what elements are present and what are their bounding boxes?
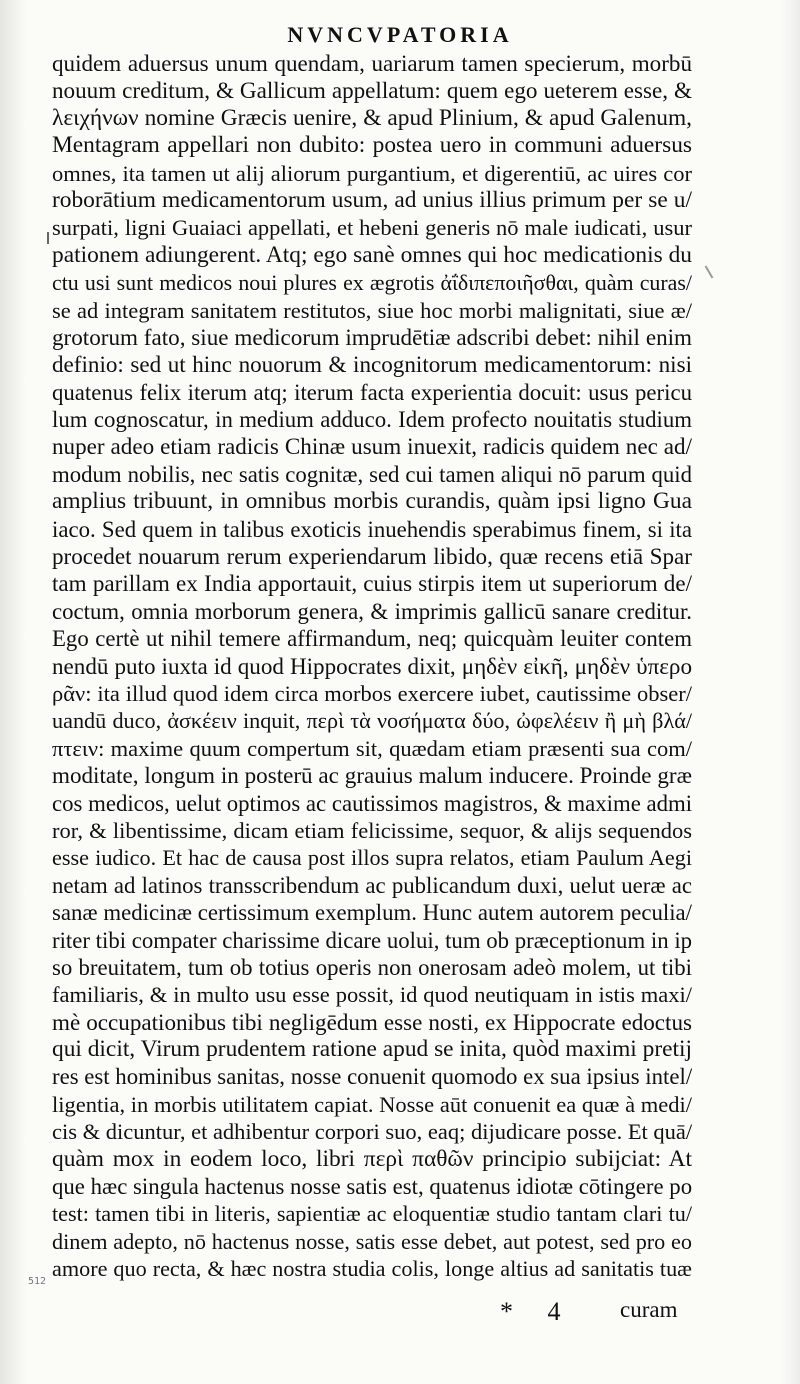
text-line: tam parillam ex India apportauit, cuius stirpis item ut superiorum de/ — [52, 570, 692, 597]
page-edge-left — [0, 0, 26, 1384]
text-line: ctu usi sunt medicos noui plures ex ægrotis ἀΐδιπεποιῆσθαι, quàm curas/ — [52, 270, 692, 296]
text-line: uandū duco, ἀσκέειν inquit, περὶ τὰ νοσήματα δύο, ὠφελέειν ἢ μὴ βλά/ — [52, 708, 692, 734]
text-line: quatenus felix iterum atq; iterum facta experientia docuit: usus pericu — [52, 379, 692, 405]
text-line: Mentagram appellari non dubito: postea uero in communi aduersus — [52, 132, 692, 159]
text-line: roborātium medicamentorum usum, ad unius illius primum per se u/ — [52, 186, 692, 213]
text-line: qui dicit, Virum prudentem ratione apud se inita, quòd maximi pretij — [52, 1036, 692, 1063]
running-head: NVNCVPATORIA — [287, 22, 513, 47]
text-line: coctum, omnia morborum genera, & imprimis gallicū sanare creditur. — [52, 598, 692, 624]
page-edge-right — [782, 0, 800, 1384]
signature-mark: * 4 — [500, 1297, 575, 1326]
text-line: quàm mox in eodem loco, libri περὶ παθῶν principio subijciat: At — [52, 1145, 692, 1172]
text-line: iaco. Sed quem in talibus exoticis inuehendis sperabimus finem, si ita — [52, 516, 692, 542]
text-line: amplius tribuunt, in omnibus morbis curandis, quàm ipsi ligno Gua — [52, 488, 692, 515]
margin-mark — [705, 265, 714, 278]
catchword: curam — [620, 1297, 678, 1322]
text-line: esse iudico. Et hac de causa post illos supra relatos, etiam Paulum Aegi — [52, 845, 692, 871]
text-line: se ad integram sanitatem restitutos, siue hoc morbi malignitati, siue æ/ — [52, 297, 692, 323]
text-line: quidem aduersus unum quendam, uariarum tamen specierum, morbū — [52, 50, 692, 76]
text-line: procedet nouarum rerum experiendarum libido, quæ recens etiā Spar — [52, 543, 692, 570]
text-line: res est hominibus sanitas, nosse conuenit quomodo ex sua ipsius intel/ — [52, 1064, 692, 1090]
text-line: que hæc singula hactenus nosse satis est, quatenus idiotæ cōtingere po — [52, 1174, 692, 1200]
text-line: familiaris, & in multo usu esse possit, id quod neutiquam in istis maxi/ — [52, 982, 692, 1008]
body-text — [52, 50, 692, 1283]
margin-mark — [47, 232, 49, 244]
text-line: πτειν: maxime quum compertum sit, quædam etiam præsenti sua com/ — [52, 735, 692, 761]
text-line: surpati, ligni Guaiaci appellati, et hebeni generis nō male iudicati, usur — [52, 215, 692, 241]
text-line: pationem adiungerent. Atq; ego sanè omnes qui hoc medicationis du — [52, 241, 692, 268]
text-line: nendū puto iuxta id quod Hippocrates dixit, μηδὲν εἰκῆ, μηδὲν ὑπερο — [52, 652, 692, 679]
text-line: omnes, ita tamen ut alij aliorum purgantium, et digerentiū, ac uires cor — [52, 160, 692, 186]
text-line: ρᾶν: ita illud quod idem circa morbos exercere iubet, cautissime obser/ — [52, 680, 692, 706]
text-line: ligentia, in morbis utilitatem capiat. Nosse aūt conuenit ea quæ à medi/ — [52, 1091, 692, 1117]
text-line: modum nobilis, nec satis cognitæ, sed cui tamen aliqui nō parum quid — [52, 461, 692, 487]
text-line: nuper adeo etiam radicis Chinæ usum inuexit, radicis quidem nec ad/ — [52, 433, 692, 460]
text-line: cis & dicuntur, et adhibentur corpori suo, eaq; dijudicare posse. Et quā/ — [52, 1119, 692, 1145]
text-line: dinem adepto, nō hactenus nosse, satis esse debet, aut potest, sed pro eo — [52, 1228, 692, 1254]
text-line: test: tamen tibi in literis, sapientiæ ac eloquentiæ studio tantam clari tu/ — [52, 1201, 692, 1227]
text-line: λειχήνων nomine Græcis uenire, & apud Plinium, & apud Galenum, — [52, 104, 692, 131]
text-line: sanæ medicinæ certissimum exemplum. Hunc autem autorem peculia/ — [52, 900, 692, 926]
text-line: ror, & libentissime, dicam etiam felicissime, sequor, & alijs sequendos — [52, 817, 692, 843]
text-line: so breuitatem, tum ob totius operis non onerosam adeò molem, ut tibi — [52, 954, 692, 980]
text-line: grotorum fato, siue medicorum imprudētiæ adscribi debet: nihil enim — [52, 323, 692, 350]
text-line: lum cognoscatur, in medium adduco. Idem profecto nouitatis studium — [52, 407, 692, 433]
margin-note: 512 — [28, 1276, 47, 1287]
text-line: nouum creditum, & Gallicum appellatum: quem ego ueterem esse, & — [52, 77, 692, 104]
text-line: mè occupationibus tibi negligēdum esse nosti, ex Hippocrate edoctus — [52, 1008, 692, 1035]
text-line: definio: sed ut hinc nouorum & incognitorum medicamentorum: nisi — [52, 351, 692, 378]
page-footer — [0, 1297, 800, 1327]
text-line: riter tibi compater charissime dicare uolui, tum ob præceptionum in ip — [52, 927, 692, 953]
text-line: amore quo recta, & hæc nostra studia colis, longe altius ad sanitatis tuæ — [52, 1256, 692, 1282]
text-line: moditate, longum in posterū ac grauius malum inducere. Proinde græ — [52, 762, 692, 789]
text-line: Ego certè ut nihil temere affirmandum, neq; quicquàm leuiter contem — [52, 626, 692, 652]
text-line: cos medicos, uelut optimos ac cautissimos magistros, & maxime admi — [52, 790, 692, 816]
text-line: netam ad latinos transscribendum ac publicandum duxi, uelut ueræ ac — [52, 872, 692, 898]
